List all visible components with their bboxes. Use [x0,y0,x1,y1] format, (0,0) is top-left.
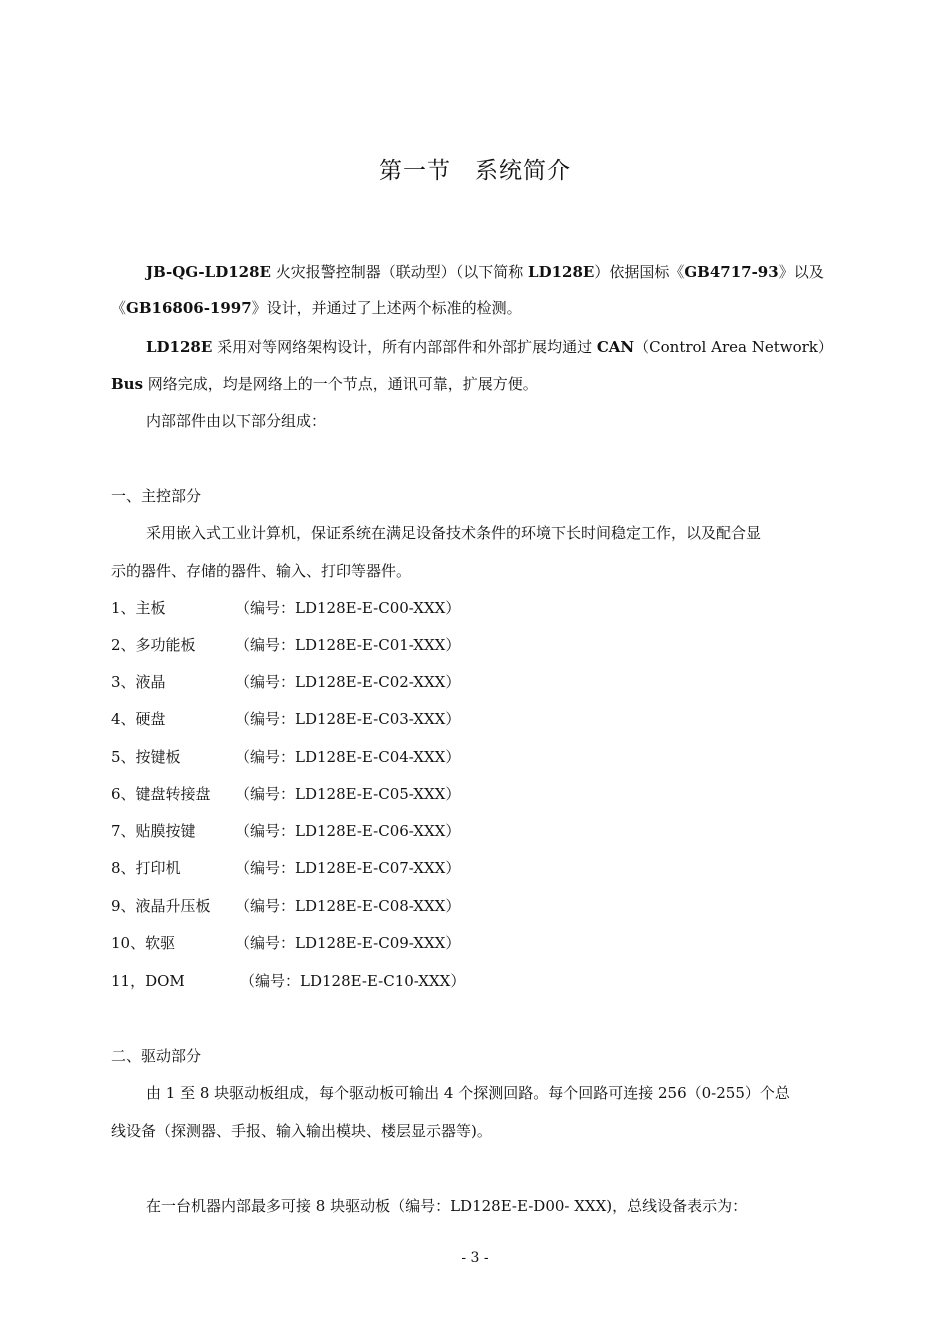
intro-paragraph-2 [146,337,846,357]
text: 采用对等网络架构设计，所有内部部件和外部扩展均通过 [212,338,597,356]
intro-paragraph-1-cont [111,298,846,318]
text: 火灾报警控制器（联动型）（以下简称 [270,263,529,281]
can-label: CAN [596,338,635,356]
bus-label: Bus [111,375,144,393]
short-name: LD128E [146,338,213,356]
text: 网络完成，均是网络上的一个节点，通讯可靠，扩展方便。 [143,375,538,393]
text: 《 [111,299,127,317]
text: ）依据国标《 [594,263,685,281]
page-number: - 3 - [461,1250,489,1266]
intro-paragraph-1 [146,262,846,282]
section-1-heading: 一、主控部分 [111,487,202,505]
standard-1: GB4717-93 [684,263,779,281]
text: （Control Area Network） [634,338,833,356]
short-name: LD128E [528,263,595,281]
section-1-desc-1: 采用嵌入式工业计算机，保证系统在满足设备技术条件的环境下长时间稳定工作，以及配合显 [146,524,762,542]
intro-paragraph-3: 内部部件由以下部分组成： [146,412,327,430]
section-1-desc-2: 示的器件、存储的器件、输入、打印等器件。 [111,562,412,580]
model-name: JB-QG-LD128E [146,263,271,281]
standard-2: GB16806-1997 [126,299,252,317]
section-2-desc-1: 由 1 至 8 块驱动板组成，每个驱动板可输出 4 个探测回路。每个回路可连接 256（0-255）个总 [146,1084,790,1102]
intro-paragraph-2-cont [111,374,846,394]
section-2-desc-3: 在一台机器内部最多可接 8 块驱动板（编号：LD128E-E-D00- XXX)，总线设备表示为： [146,1197,748,1215]
text: 》设计，并通过了上述两个标准的检测。 [251,299,522,317]
text: 》以及 [778,263,824,281]
section-2-desc-2: 线设备（探测器、手报、输入输出模块、楼层显示器等)。 [111,1122,492,1140]
section-2-heading: 二、驱动部分 [111,1047,202,1065]
document-page: 第一节 系统简介 JB-QG-LD128E 火灾报警控制器（联动型）（以下简称 LD128E）依据国标《GB4717-93》以及 《GB16806-1997》设计，并通过了上述两个标准的检测。 LD128E 采用对等网络架构设计，所有内部部件和外部扩展均通过 CAN（Control Area Network） Bus 网络完成，均是网络上的一个节点，通讯可靠，扩展方便。 内部部件由以下部分组成： 一、主控部分 采用嵌入式工业计算机，保证系统在满足设备技术条件的环境下长时间稳定工作，以及配合显 示的器件、存储的器件、输入、打印等器件。 1、主板 （编号：LD128E-E-C00-XXX） 2、多功能板 （编号：LD128E-E-C01-XXX） 3、液晶 （编号：LD128E-E-C02-XXX） 4、硬盘 （编号：LD128E-E-C03-XXX） 5、按键板 （编号：LD128E-E-C04-XXX） 6、键盘转接盘 （编号：LD128E-E-C05-XXX） 7、贴膜按键 （编号：LD128E-E-C06-XXX） 8、打印机 （编号：LD128E-E-C07-XXX） 9、液晶升压板 （编号：LD128E-E-C08-XXX） 10、软驱 （编号：LD128E-E-C09-XXX） 11，DOM （编号：LD128E-E-C10-XXX） 二、驱动部分 由 1 至 8 块驱动板组成，每个驱动板可输出 4 个探测回路。每个回路可连接 256（0-255）个总 线设备（探测器、手报、输入输出模块、楼层显示器等)。 在一台机器内部最多可接 8 块驱动板（编号：LD128E-E-D00- XXX)，总线设备表示为： - 3 - [0,0,950,1344]
page-title: 第一节 系统简介 [379,158,571,184]
